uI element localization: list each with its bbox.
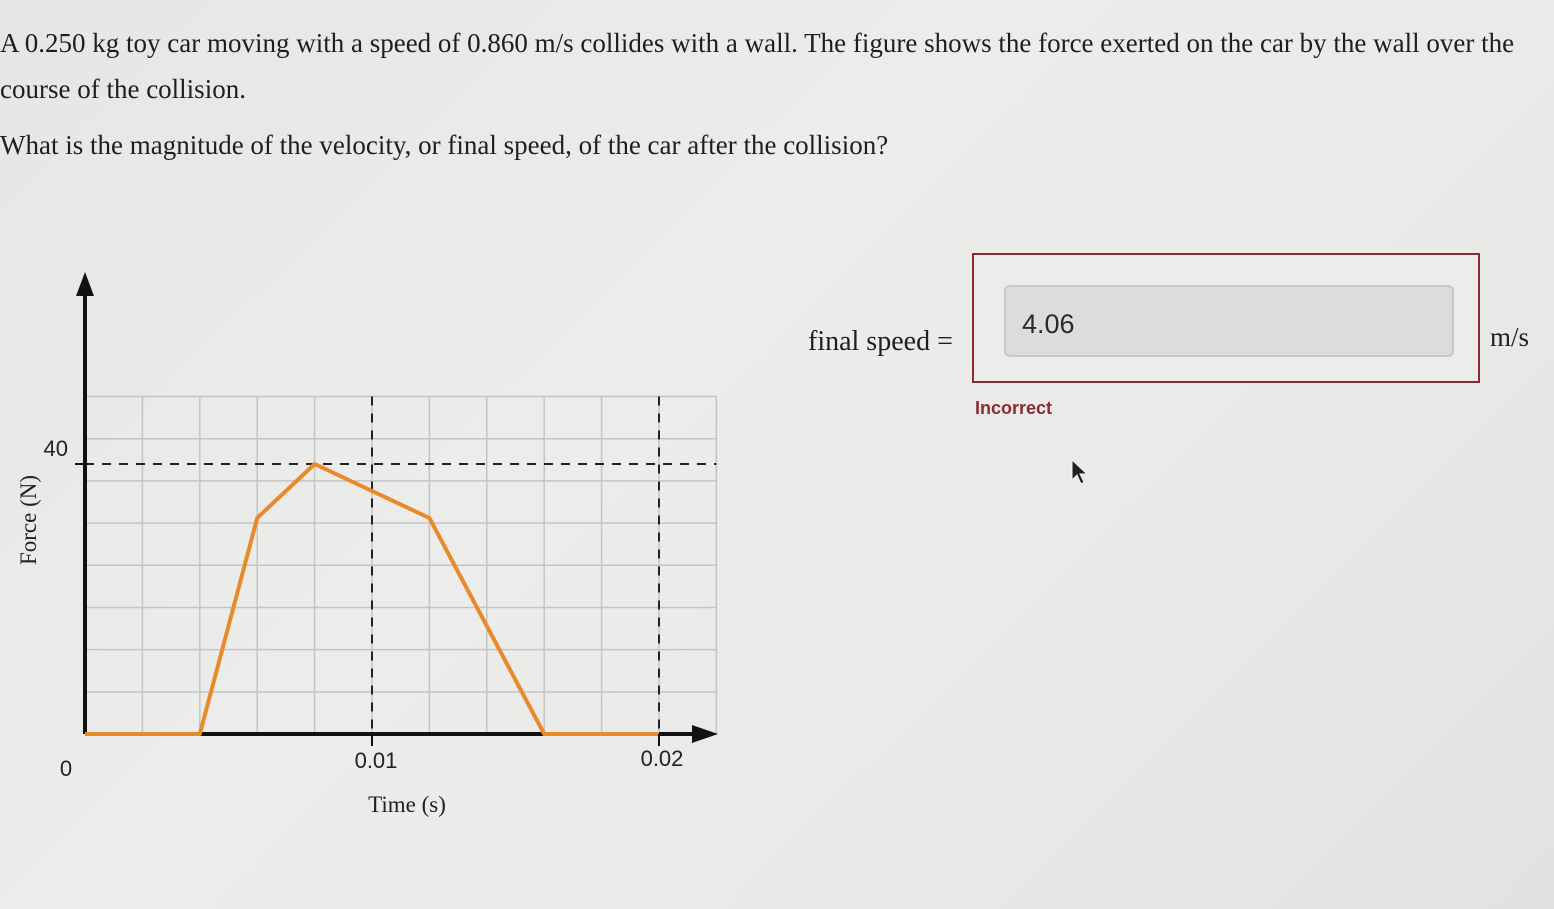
answer-unit: m/s (1490, 322, 1530, 352)
x-tick-label-0-02: 0.02 (640, 746, 684, 771)
answer-box-incorrect (972, 253, 1480, 383)
x-tick-label-0-01: 0.01 (354, 748, 398, 773)
question-text: What is the magnitude of the velocity, or final speed, of the car after the collision? (0, 130, 889, 160)
final-speed-input[interactable]: 4.06 (1004, 285, 1454, 357)
mouse-pointer-icon (1070, 458, 1090, 488)
incorrect-feedback: Incorrect (975, 398, 1053, 418)
force-time-graph (0, 250, 760, 850)
x-tick-label-0: 0 (59, 756, 73, 781)
y-axis-arrow (76, 272, 94, 296)
y-axis-label: Force (N) (16, 474, 41, 566)
problem-statement: A 0.250 kg toy car moving with a speed of 0.860 m/s collides with a wall. The figure shows the force exerted on the car by the wall over the course of the collision. (0, 28, 1515, 104)
y-tick-label-40: 40 (43, 436, 68, 461)
tick-marks (75, 464, 659, 746)
x-axis-label: Time (s) (368, 792, 446, 817)
grid (85, 397, 716, 735)
answer-label: final speed = (808, 326, 953, 357)
axes (76, 272, 718, 743)
